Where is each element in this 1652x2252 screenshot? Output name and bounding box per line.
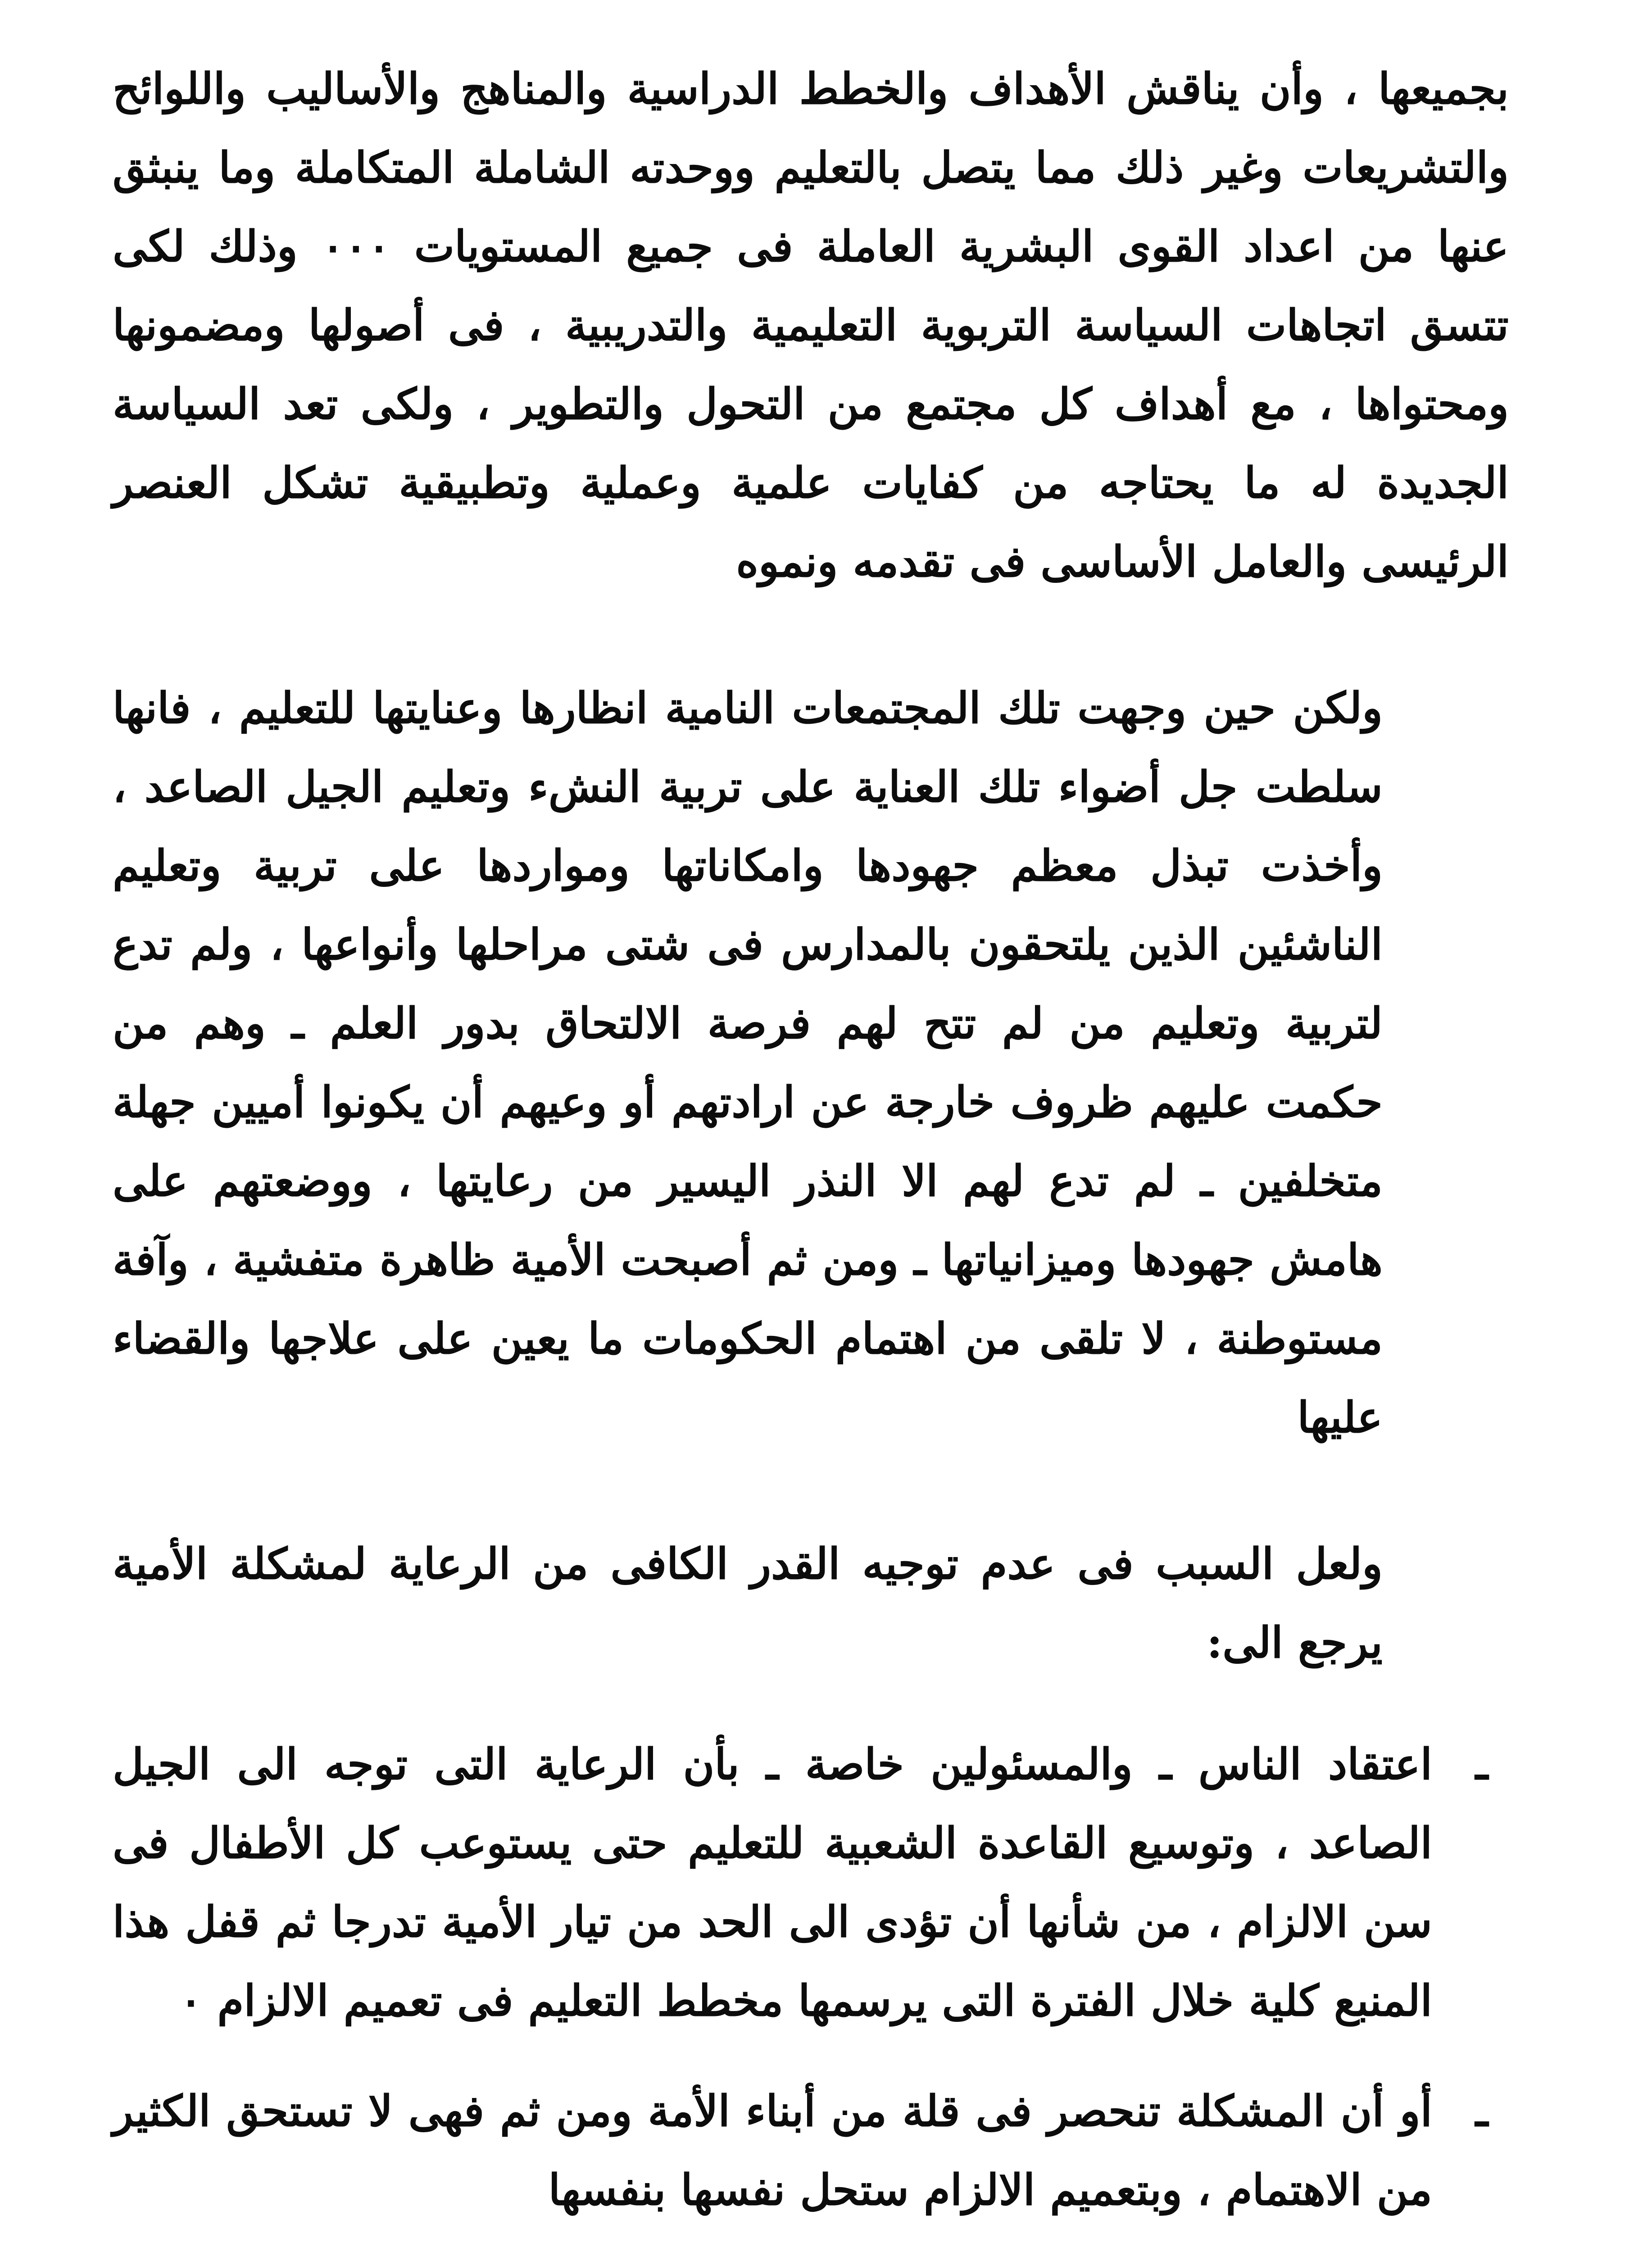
bullet-dash: ـ	[1475, 1739, 1488, 1789]
bullet-dash: ـ	[1475, 2086, 1488, 2136]
list-item	[113, 1725, 1509, 2040]
document-page	[113, 50, 1509, 2252]
list-item	[113, 2072, 1509, 2229]
reasons-list	[113, 1725, 1509, 2252]
paragraph-reasons-intro: ولعل السبب فى عدم توجيه القدر الكافى من الرعاية لمشكلة الأمية يرجع الى:	[113, 1539, 1383, 1668]
list-item-text: اعتقاد الناس ـ والمسئولين خاصة ـ بأن الرعاية التى توجه الى الجيل الصاعد ، وتوسيع القاعدة الشعبية للتعليم حتى يستوعب كل الأطفال فى سن الالزام ، من شأنها أن تؤدى الى الحد من تيار الأمية تدرجا ثم قفل هذا المنبع كلية خلال الفترة التى يرسمها مخطط التعليم فى تعميم الالزام ٠	[113, 1739, 1432, 2026]
paragraph-developing-societies: ولكن حين وجهت تلك المجتمعات النامية انظارها وعنايتها للتعليم ، فانها سلطت جل أضواء تلك العناية على تربية النشء وتعليم الجيل الصاعد ، وأخذت تبذل معظم جهودها وامكاناتها ومواردها على تربية وتعليم الناشئين الذين يلتحقون بالمدارس فى شتى مراحلها وأنواعها ، ولم تدع لتربية وتعليم من لم تتح لهم فرصة الالتحاق بدور العلم ـ وهم من حكمت عليهم ظروف خارجة عن ارادتهم أو وعيهم أن يكونوا أميين جهلة متخلفين ـ لم تدع لهم الا النذر اليسير من رعايتها ، ووضعتهم على هامش جهودها وميزانياتها ـ ومن ثم أصبحت الأمية ظاهرة متفشية ، وآفة مستوطنة ، لا تلقى من اهتمام الحكومات ما يعين على علاجها والقضاء عليها	[113, 683, 1383, 1443]
list-item-text: أو أن المشكلة تنحصر فى قلة من أبناء الأمة ومن ثم فهى لا تستحق الكثير من الاهتمام ، وبتعميم الالزام ستحل نفسها بنفسها	[113, 2086, 1432, 2215]
paragraph-continuation: بجميعها ، وأن يناقش الأهداف والخطط الدراسية والمناهج والأساليب واللوائح والتشريعات وغير ذلك مما يتصل بالتعليم ووحدته الشاملة المتكاملة وما ينبثق عنها من اعداد القوى البشرية العاملة فى جميع المستويات ٠٠٠ وذلك لكى تتسق اتجاهات السياسة التربوية التعليمية والتدريبية ، فى أصولها ومضمونها ومحتواها ، مع أهداف كل مجتمع من التحول والتطوير ، ولكى تعد السياسة الجديدة له ما يحتاجه من كفايات علمية وعملية وتطبيقية تشكل العنصر الرئيسى والعامل الأساسى فى تقدمه ونموه	[113, 64, 1509, 587]
